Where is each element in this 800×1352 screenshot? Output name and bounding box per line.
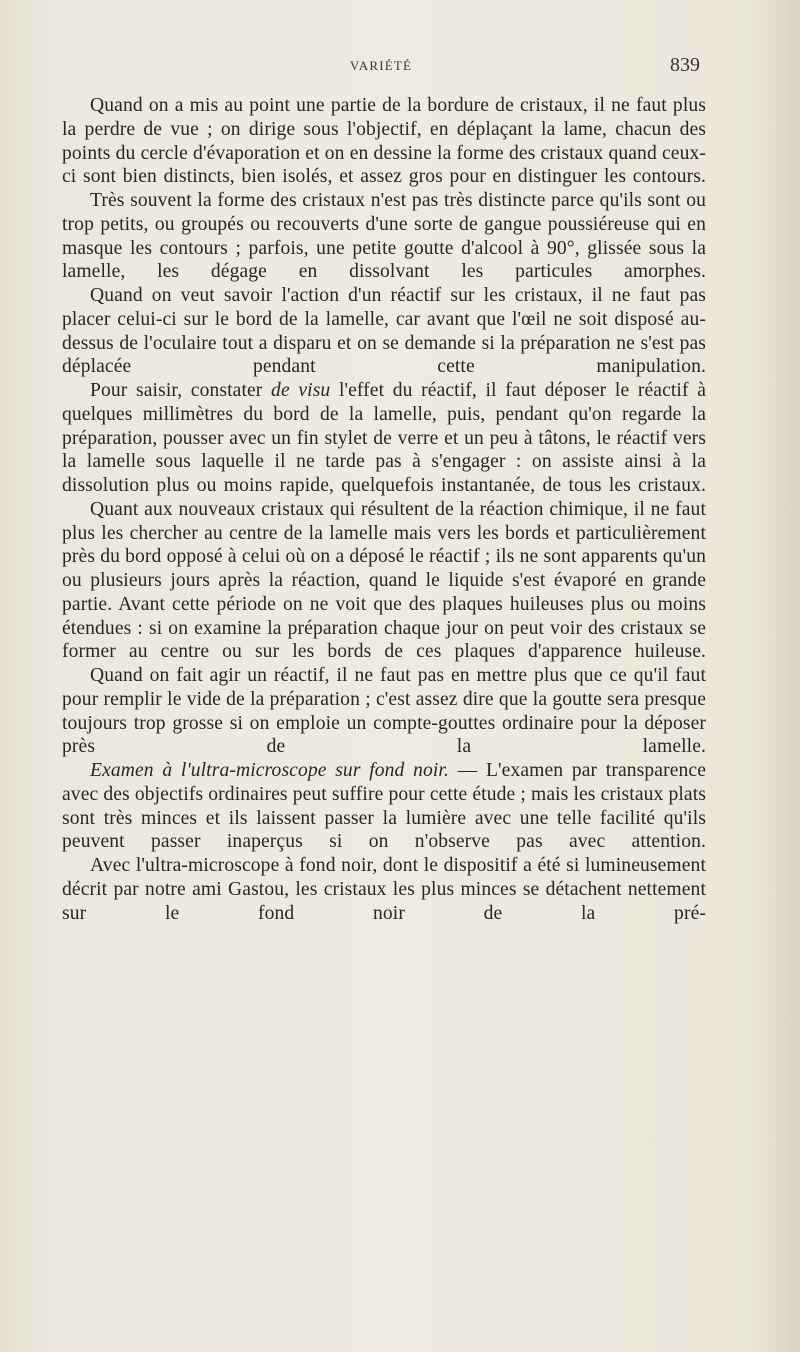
section-heading-italic: Examen à l'ultra-microscope sur fond noir. — [90, 760, 449, 781]
paragraph — [62, 379, 706, 498]
paragraph — [62, 189, 706, 284]
paragraph — [62, 498, 706, 664]
paragraph — [62, 284, 706, 379]
italic-phrase: de visu — [271, 380, 331, 401]
paragraph — [62, 854, 706, 925]
paragraph-text: — L'examen par transparence avec des objectifs ordinaires peut suffire pour cette étude ; mais les cristaux plats sont très minces et ils laissent passer la lumière avec une telle facilité qu'ils peuvent passer inaperçus si on n'observe pas avec attention. — [62, 760, 707, 853]
paragraph-text: Quant aux nouveaux cristaux qui résultent de la réaction chimique, il ne faut plus les chercher au centre de la lamelle mais vers les bords et particulièrement près du bord opposé à celui où on a déposé le réactif ; ils ne sont apparents qu'un ou plusieurs jours après la réaction, quand le liquide s'est évaporé en grande partie. Avant cette période on ne voit que des plaques huileuses plus ou moins étendues : si on examine la préparation chaque jour on peut voir des cristaux se former au centre ou sur les bords de ces plaques d'apparence huileuse. — [62, 498, 706, 663]
paragraph-text: l'effet du réactif, il faut déposer le réactif à quelques millimètres du bord de la lamelle, puis, pendant qu'on regarde la préparation, pousser avec un fin stylet de verre et un peu à tâtons, le réactif vers la lamelle sous laquelle il ne tarde pas à s'engager : on assiste ainsi à la dissolution plus ou moins rapide, quelquefois instantanée, de tous les cristaux. — [62, 380, 706, 496]
paragraph — [62, 664, 706, 759]
paragraph-text: Pour saisir, constater — [90, 380, 272, 401]
page-number: 839 — [670, 54, 700, 76]
page-header — [62, 54, 700, 80]
body-text — [62, 94, 706, 925]
paragraph-text: Très souvent la forme des cristaux n'est pas très distincte parce qu'ils sont ou trop petits, ou groupés ou recouverts d'une sorte de gangue poussiéreuse qui en masque les contours ; parfois, une petite goutte d'alcool à 90°, glissée sous la lamelle, les dégage en dissolvant les particules amorphes. — [62, 190, 706, 283]
paragraph — [62, 94, 706, 189]
running-title: VARIÉTÉ — [349, 58, 413, 73]
paragraph — [62, 759, 706, 854]
paragraph-text: Quand on fait agir un réactif, il ne faut pas en mettre plus que ce qu'il faut pour remplir le vide de la préparation ; c'est assez dire que la goutte sera presque toujours trop grosse si on emploie un compte-gouttes ordinaire pour la déposer près de la lamelle. — [62, 665, 706, 758]
paragraph-text: Quand on a mis au point une partie de la bordure de cristaux, il ne faut plus la perdre de vue ; on dirige sous l'objectif, en déplaçant la lame, chacun des points du cercle d'évaporation et on en dessine la forme des cristaux quand ceux-ci sont bien distincts, bien isolés, et assez gros pour en distinguer les contours. — [62, 95, 706, 188]
paragraph-text: Avec l'ultra-microscope à fond noir, dont le dispositif a été si lumineusement décrit par notre ami Gastou, les cristaux les plus minces se détachent nettement sur le fond noir de la pré- — [62, 855, 706, 924]
paragraph-text: Quand on veut savoir l'action d'un réactif sur les cristaux, il ne faut pas placer celui-ci sur le bord de la lamelle, car avant que l'œil ne soit disposé au-dessus de l'oculaire tout a disparu et on se demande si la préparation ne s'est pas déplacée pendant cette manipulation. — [62, 285, 706, 378]
